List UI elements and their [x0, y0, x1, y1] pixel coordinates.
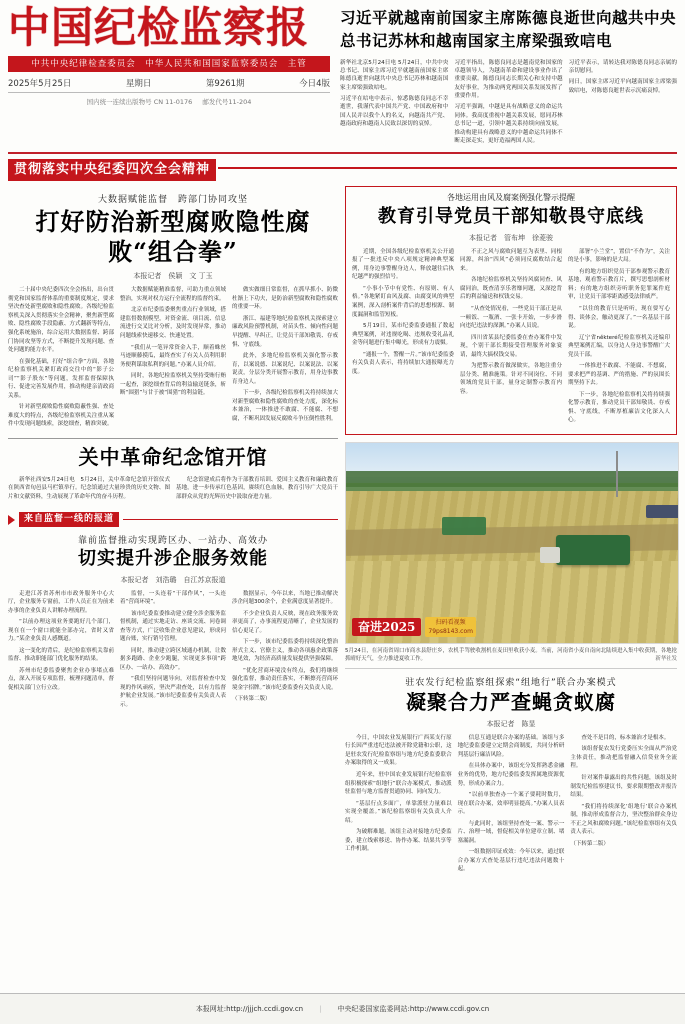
paragraph: “以前办理这项业务要跑好几个部门，现在在一个窗口就能全部办完，省时又省力。”某企业负责人感慨道。 — [8, 619, 114, 643]
lead-para: 新华社北京5月24日电 5月24日，中共中央总书记、国家主席习近平就越南前国家主席陈德良逝世向越共中央总书记苏林和越南国家主席梁强致唁电。 — [340, 59, 449, 91]
paragraph: 为把警示教育做深做实，各地注重分层分类、精准施策。针对不同岗位、不同领域的党员干部，量身定制警示教育内容。 — [460, 363, 562, 395]
photo-block — [345, 442, 677, 663]
paragraph: 走进江苏省苏州市市政务服务中心大厅，企业服务专窗前，工作人员正在为前来办事的企业负责人讲解办理流程。 — [8, 590, 114, 614]
paragraph: 数据显示，今年以来，当地已推动解决涉企问题300余个，企业满意度显著提升。 — [232, 590, 338, 606]
article2-title: 关中革命纪念馆开馆 — [78, 444, 268, 469]
article3-col-1 — [8, 590, 114, 713]
paragraph: 此外，多地纪检监察机关强化警示教育，以案说德、以案说纪、以案说法、以案说责，分层分类开展警示教育，用身边事教育身边人。 — [232, 353, 338, 385]
masthead-codes — [8, 97, 330, 106]
paragraph: 纪念馆建成后将作为干部教育培训、爱国主义教育和廉政教育基地，进一步传承红色基因，赓续红色血脉，教育引导广大党员干部群众从党的光辉历史中汲取奋进力量。 — [176, 476, 338, 500]
paragraph: “我们坚持问题导向，对监督检查中发现的作风顽疾，坚决严肃查处，以有力监督护航企业发展。”该市纪委监委有关负责人表示。 — [120, 676, 226, 708]
paragraph: 四川省某县纪委监委在查办案件中发现，个别干部长期接受管理服务对象宴请，最终大搞权钱交易。 — [460, 334, 562, 358]
paragraph: 不少企业负责人反映，现在政务服务效率更高了，办事流程更清晰了，企业发展的信心更足了。 — [232, 610, 338, 634]
lead-col-1 — [340, 59, 448, 149]
paragraph: “从查处情况看，一些党员干部正是从一顿饭、一瓶酒、一张卡开始，一步步滑向违纪违法的深渊。”办案人员说。 — [460, 306, 562, 330]
paragraph: 针对案件暴露出的共性问题，该组及时制发纪检监察建议书，要求限期整改并报告结果。 — [570, 774, 678, 799]
article3-columns — [8, 590, 338, 713]
paragraph: “以往的教育只是听听，现在要写心得、谈体会，触动更深了。”一名基层干部说。 — [568, 306, 670, 330]
lead-para: 同日，国家主席习近平向越南国家主席梁强致唁电，对陈德良逝世表示沉痛哀悼。 — [568, 79, 677, 94]
paragraph: 大数据赋能精准监督，可助力重点领域整治，实现对权力运行全流程的监督约束。 — [120, 287, 226, 302]
article-memorial-hall — [8, 445, 338, 505]
feature-columns — [352, 248, 670, 428]
utility-pole-icon — [616, 451, 618, 497]
article1-columns — [8, 286, 338, 431]
feature-col-1 — [352, 248, 454, 428]
lead-col-3 — [569, 59, 677, 149]
paragraph: 与此同时，该组坚持查处一案、警示一片、治理一域，督促相关单位建章立制、堵塞漏洞。 — [457, 820, 565, 844]
left-column-zone — [8, 186, 338, 876]
paragraph: 下一步，该市纪委监委将持续深化整治形式主义、官僚主义，推动各项惠企政策落地见效，为经济高质量发展提供坚强保障。 — [232, 639, 338, 663]
page-footer — [0, 993, 685, 1024]
article4-columns — [345, 734, 677, 877]
lead-headline: 习近平就越南前国家主席陈德良逝世向越共中央总书记苏林和越南国家主席梁强致唁电 — [340, 8, 677, 51]
paragraph: 该组督促农发行党委压实全面从严治党主体责任，推动把监督融入信贷业务全流程。 — [570, 746, 678, 770]
paragraph: 同时，推动建立跨区域通办机制，让数据多跑路、企业少跑腿，实现更多事项“跨区办、一站办、高效办”。 — [120, 647, 226, 671]
paragraph: 有的地方组织党员干部参观警示教育基地，观看警示教育片，撰写思想剖析材料；有的地方组织旁听职务犯罪案件庭审，让党员干部零距离感受法律威严。 — [568, 268, 670, 301]
lead-col-2 — [454, 59, 562, 149]
paragraph: 在强化基础，打好“组合拳”方面，各地纪检监察机关紧盯政商交往中的“影子公司”“影子股东”等问题，发挥监督保障执行、促进完善发展作用，推动构建亲清政商关系。 — [8, 358, 114, 399]
paragraph: 部署“小兰堂”，置信“不作为”，关注的是小事，影响的是大局。 — [568, 248, 670, 264]
lead-body — [340, 59, 677, 149]
paragraph: 不正之风与腐败问题互为表里、同根同源，纠治“四风”必须同反腐败结合起来。 — [460, 248, 562, 272]
main-content — [8, 186, 677, 876]
paragraph: “通报一个，警醒一片。”该市纪委监委有关负责人表示，将持续加大通报曝光力度。 — [352, 351, 454, 375]
continued-note: （下转第二版） — [570, 840, 609, 847]
paragraph: 做实做细日常监督，在抓早抓小、防微杜渐上下功夫，是防治新型腐败和隐性腐败的重要一环。 — [232, 287, 338, 311]
article2-col-2 — [176, 476, 338, 505]
article2-columns — [8, 476, 338, 505]
masthead — [8, 3, 677, 154]
masthead-right — [340, 6, 677, 148]
paragraph: 在具体办案中，该组充分发挥熟悉金融业务的优势，地方纪委监委发挥属地资源优势，形成办案合力。 — [457, 763, 565, 787]
paragraph: 这一变化的背后，是纪检监察机关靠前监督、推动职能部门优化服务的结果。 — [8, 647, 114, 663]
paragraph: 二十届中央纪委四次全会指出，出台贯彻党和国家监督体系的重要制度规定，要求坚决查处新型腐败和隐性腐败。各级纪检监察机关深入贯彻落实全会精神，聚焦新型腐败、隐性腐败手段隐蔽、方式翻新等特点，强化系统施治，综合运用大数据监督、跨部门协同攻坚等方式，不断提升发现问题、查处问题的能力水平。 — [8, 287, 114, 354]
divider — [345, 668, 677, 669]
photo-credit: 新华社发 — [655, 655, 677, 662]
paragraph: 同时，各地纪检监察机关坚持受贿行贿一起查，深挖细查背后的利益输送链条，斩断“围猎”与甘于被“围猎”的利益链。 — [120, 373, 226, 397]
paragraph: 针对新型腐败隐性腐败隐蔽性强、查处难度大的特点，各级纪检监察机关注重从案件中发现问题线索，深挖细查，精准突破。 — [8, 404, 114, 428]
article1-byline: 本报记者 侯颖 文 丁玉 — [133, 272, 213, 281]
lead-para: 习近平指出，陈德良同志是越南党和国家的卓越领导人，为越南革命和建设事业作出了重要贡献。陈德良同志长期关心和支持中越友好事业，为推动两党两国关系发展发挥了重要作用。 — [454, 59, 563, 100]
paragraph: 辽宁省některé纪检监察机关还编印典型案例汇编，以身边人身边事警醒广大党员干部。 — [568, 334, 670, 358]
article-combo-punch — [8, 192, 338, 431]
paragraph: “我们将持续深化‘组地行’联合办案机制，推动形成监督合力，坚决整治群众身边不正之风和腐败问题。”该纪检监察组有关负责人表示。 — [570, 803, 678, 836]
paper-title: 中国纪检监察报 — [8, 3, 310, 52]
feature-title: 教育引导党员干部知敬畏守底线 — [378, 206, 644, 228]
feature-eyebrow: 各地运用由风及腐案例强化警示提醒 — [447, 193, 575, 203]
article3-col-2 — [120, 590, 226, 713]
right-column-zone — [345, 186, 677, 876]
page-count: 今日4版 — [299, 79, 330, 90]
harvester-secondary-icon — [442, 517, 486, 535]
feature-col-3 — [568, 248, 670, 428]
lead-para: 习近平在唁电中表示，惊悉陈德良同志不幸逝世，我谨代表中国共产党、中国政府和中国人民并以我个人的名义，向越南共产党、越南政府和越南人民致以深切的哀悼。 — [340, 96, 449, 128]
article2-col-1 — [8, 476, 170, 505]
article4-col-3 — [570, 734, 677, 877]
article4-col-1 — [345, 734, 452, 877]
harvester-icon — [556, 535, 630, 565]
article4-byline: 本报记者 陈显 — [486, 719, 536, 728]
paragraph: 为破解难题，该组主动对接地方纪委监委，建立线索移送、协作办案、结果共享等工作机制。 — [345, 829, 452, 853]
cn-number: 国内统一连续出版物号 CN 11-0176 — [86, 98, 193, 107]
paragraph: 新华社西安5月24日电 5月24日，关中革命纪念馆开馆仪式在陕西省旬邑县马栏镇举行。纪念馆通过大量珍贵的历史文物、图片和文献资料，生动展现了革命年代的奋斗历程。 — [8, 476, 170, 500]
footer-site[interactable]: 本报网址:http://jjjch.ccdi.gov.cn — [195, 1005, 304, 1013]
feature-col-2 — [460, 248, 562, 428]
paragraph: 下一步，各级纪检监察机关将持续加大对新型腐败和隐性腐败的查处力度，深化标本兼治，一体推进不敢腐、不能腐、不想腐，不断巩固发展反腐败斗争压倒性胜利。 — [232, 390, 338, 422]
photo-caption — [345, 647, 677, 663]
paragraph: “以前单独查办一个案子要耗时数月，现在联合办案，效率明显提高。”办案人员表示。 — [457, 792, 565, 816]
feature-boxed-article — [345, 186, 677, 434]
flag-rule — [123, 519, 338, 520]
paragraph: 一体推进不敢腐、不能腐、不想腐，要求把严的基调、严的措施、严的氛围长期坚持下去。 — [568, 363, 670, 387]
post-code: 邮发代号11-204 — [202, 98, 252, 107]
paragraph: 下一步，各地纪检监察机关将持续强化警示教育，推动党员干部知敬畏、存戒惧、守底线，不断厚植廉洁文化深入人心。 — [568, 391, 670, 424]
paragraph: 浙江、福建等地纪检监察机关探索建立廉政风险预警机制，对苗头性、倾向性问题早提醒、早纠正，让党员干部知敬畏、存戒惧、守底线。 — [232, 315, 338, 348]
article-enterprise-service — [8, 533, 338, 712]
divider — [8, 438, 338, 439]
continued-note: （下转第二版） — [232, 696, 271, 703]
paragraph: 5月19日，某市纪委监委通报了数起典型案例，对违规吃喝、违规收受礼品礼金等问题进行集中曝光，形成有力震慑。 — [352, 323, 454, 347]
supervision-flag — [8, 512, 338, 527]
paragraph: 信息互通是联合办案的基础。该组与多地纪委监委建立定期会商制度，共同分析研判基层行廉洁风险。 — [457, 734, 565, 758]
lead-para: 习近平表示，请转达我对陈德良同志亲属的亲切慰问。 — [568, 59, 677, 74]
paragraph: “基层行点多面广，单靠派驻力量难以实现全覆盖。”该纪检监察组有关负责人介绍。 — [345, 800, 452, 824]
paragraph: “优化营商环境没有终点，我们将继续强化监督，推动责任落实，不断擦亮营商环境金字招牌。”该市纪委监委有关负责人说。 — [232, 667, 338, 691]
flag-triangle-icon — [8, 515, 15, 525]
section-banner — [8, 154, 677, 181]
truck-icon — [646, 505, 679, 518]
footer-org[interactable]: 中央纪委国家监委网站:http://www.ccdi.gov.cn — [337, 1005, 490, 1013]
article3-byline: 本报记者 刘浩璐 自江苏京报道 — [120, 575, 226, 584]
article3-col-3 — [232, 590, 338, 713]
badge-main-label: 奋进2025 — [352, 618, 421, 636]
weekday: 星期日 — [125, 79, 152, 90]
paragraph: 监督，一头连着“干部作风”，一头连着“营商环境”。 — [120, 590, 226, 606]
article1-title: 打好防治新型腐败隐性腐败“组合拳” — [35, 207, 311, 267]
publish-date: 2025年5月25日 — [8, 79, 72, 90]
paper-sponsor: 中共中央纪律检查委员会 中华人民共和国国家监察委员会 主管 — [8, 56, 330, 72]
paragraph: 查处不是目的，标本兼治才是根本。 — [581, 734, 670, 741]
paragraph: 一组数据印证成效：今年以来，通过联合办案方式查处基层行违纪违法问题数十起。 — [457, 849, 565, 873]
article-joint-case-handling — [345, 675, 677, 877]
badge-sub-line-2: 79ps8143.com — [428, 627, 473, 635]
issue-number: 第9261期 — [205, 79, 245, 90]
paragraph: 苏州市纪委监委聚焦企业办事堵点难点，深入开展专项监督，梳理问题清单，督促相关部门立行立改。 — [8, 667, 114, 691]
harvest-photo — [345, 442, 679, 644]
article4-col-2 — [458, 734, 565, 877]
paragraph: “小事小节中有党性、有原则、有人格。”各地紧盯由风及腐、由腐变风的典型案例，深入剖析案件背后的思想根源、制度漏洞和监管短板。 — [352, 285, 454, 318]
article1-kicker: 大数据赋能监督 跨部门协同攻坚 — [97, 195, 248, 206]
article4-kicker: 驻农发行纪检监察组探索“组地行”联合办案模式 — [405, 677, 617, 688]
section-banner-label: 贯彻落实中央纪委四次全会精神 — [8, 159, 216, 181]
badge-sub-line-1: 扫码看视频 — [435, 618, 466, 626]
badge-qr-note — [425, 617, 476, 637]
article3-kicker: 靠前监督推动实现跨区办、一站办、高效办 — [77, 536, 268, 547]
paragraph: 近年来，驻中国农业发展银行纪检监察组积极探索“组地行”联合办案模式，推动派驻监督与地方监督贯通协同、同向发力。 — [345, 771, 452, 796]
caption-text: 5月24日，在河南省周口市商水县舒庄乡，农机手驾驶收割机在麦田里收获小麦。当前，河南省小麦自南向北陆续进入集中收获期，各地抢抓晴好天气，全力推进夏收工作。 — [345, 647, 677, 662]
article1-col-3 — [232, 286, 338, 431]
paragraph: 北京市纪委监委聚焦重点行业领域，搭建监督数据模型，对资金流、项目流、信息流进行交叉比对分析，及时发现异常，推动问题线索快速移交、快速处置。 — [120, 307, 226, 339]
paragraph: 各地纪检监察机关坚持风腐同查、风腐同治，既查清享乐奢靡问题，又深挖背后的利益输送和权钱交易。 — [460, 277, 562, 301]
paragraph: 近期，全国各级纪检监察机关公开通报了一批违反中央八项规定精神典型案例，用身边事警醒身边人，释放越往后执纪越严的强烈信号。 — [352, 248, 454, 281]
banner-rule — [218, 167, 677, 169]
paragraph: 今日，中国农业发展银行广西某支行原行长因严重违纪违法被开除党籍和公职，这是驻农发行纪检监察组与地方纪委监委联合办案取得的又一成果。 — [345, 734, 452, 767]
article4-title: 凝聚合力严查蝇贪蚁腐 — [406, 689, 616, 714]
footer-separator: | — [319, 1005, 322, 1013]
photo-badge — [352, 617, 476, 637]
masthead-left — [8, 3, 330, 148]
feature-byline: 本报记者 管布坤 徐菱骏 — [469, 233, 553, 242]
article1-col-2 — [120, 286, 226, 431]
article3-title: 切实提升涉企服务效能 — [78, 548, 268, 570]
paragraph: 该市纪委监委推动建立健全涉企服务监督机制，通过实地走访、座谈交流、问卷调查等方式，广泛收集企业意见建议，形成问题台账，实行销号管理。 — [120, 610, 226, 643]
masthead-meta — [8, 77, 330, 93]
lead-para: 习近平强调，中越是具有战略意义的命运共同体。我高度重视中越关系发展，愿同苏林总书记一道，引领中越关系持续向前发展，推动构建具有战略意义的中越命运共同体不断走深走实，更好造福两国人民。 — [454, 104, 563, 145]
paragraph: “我们从一笔异常资金入手，顺着蛛丝马迹顺藤摸瓜，最终查实了有关人员利用职务便利谋取私利的问题。”办案人员介绍。 — [120, 344, 226, 368]
flag-label: 来自监督一线的报道 — [19, 512, 119, 527]
article1-col-1 — [8, 286, 114, 431]
